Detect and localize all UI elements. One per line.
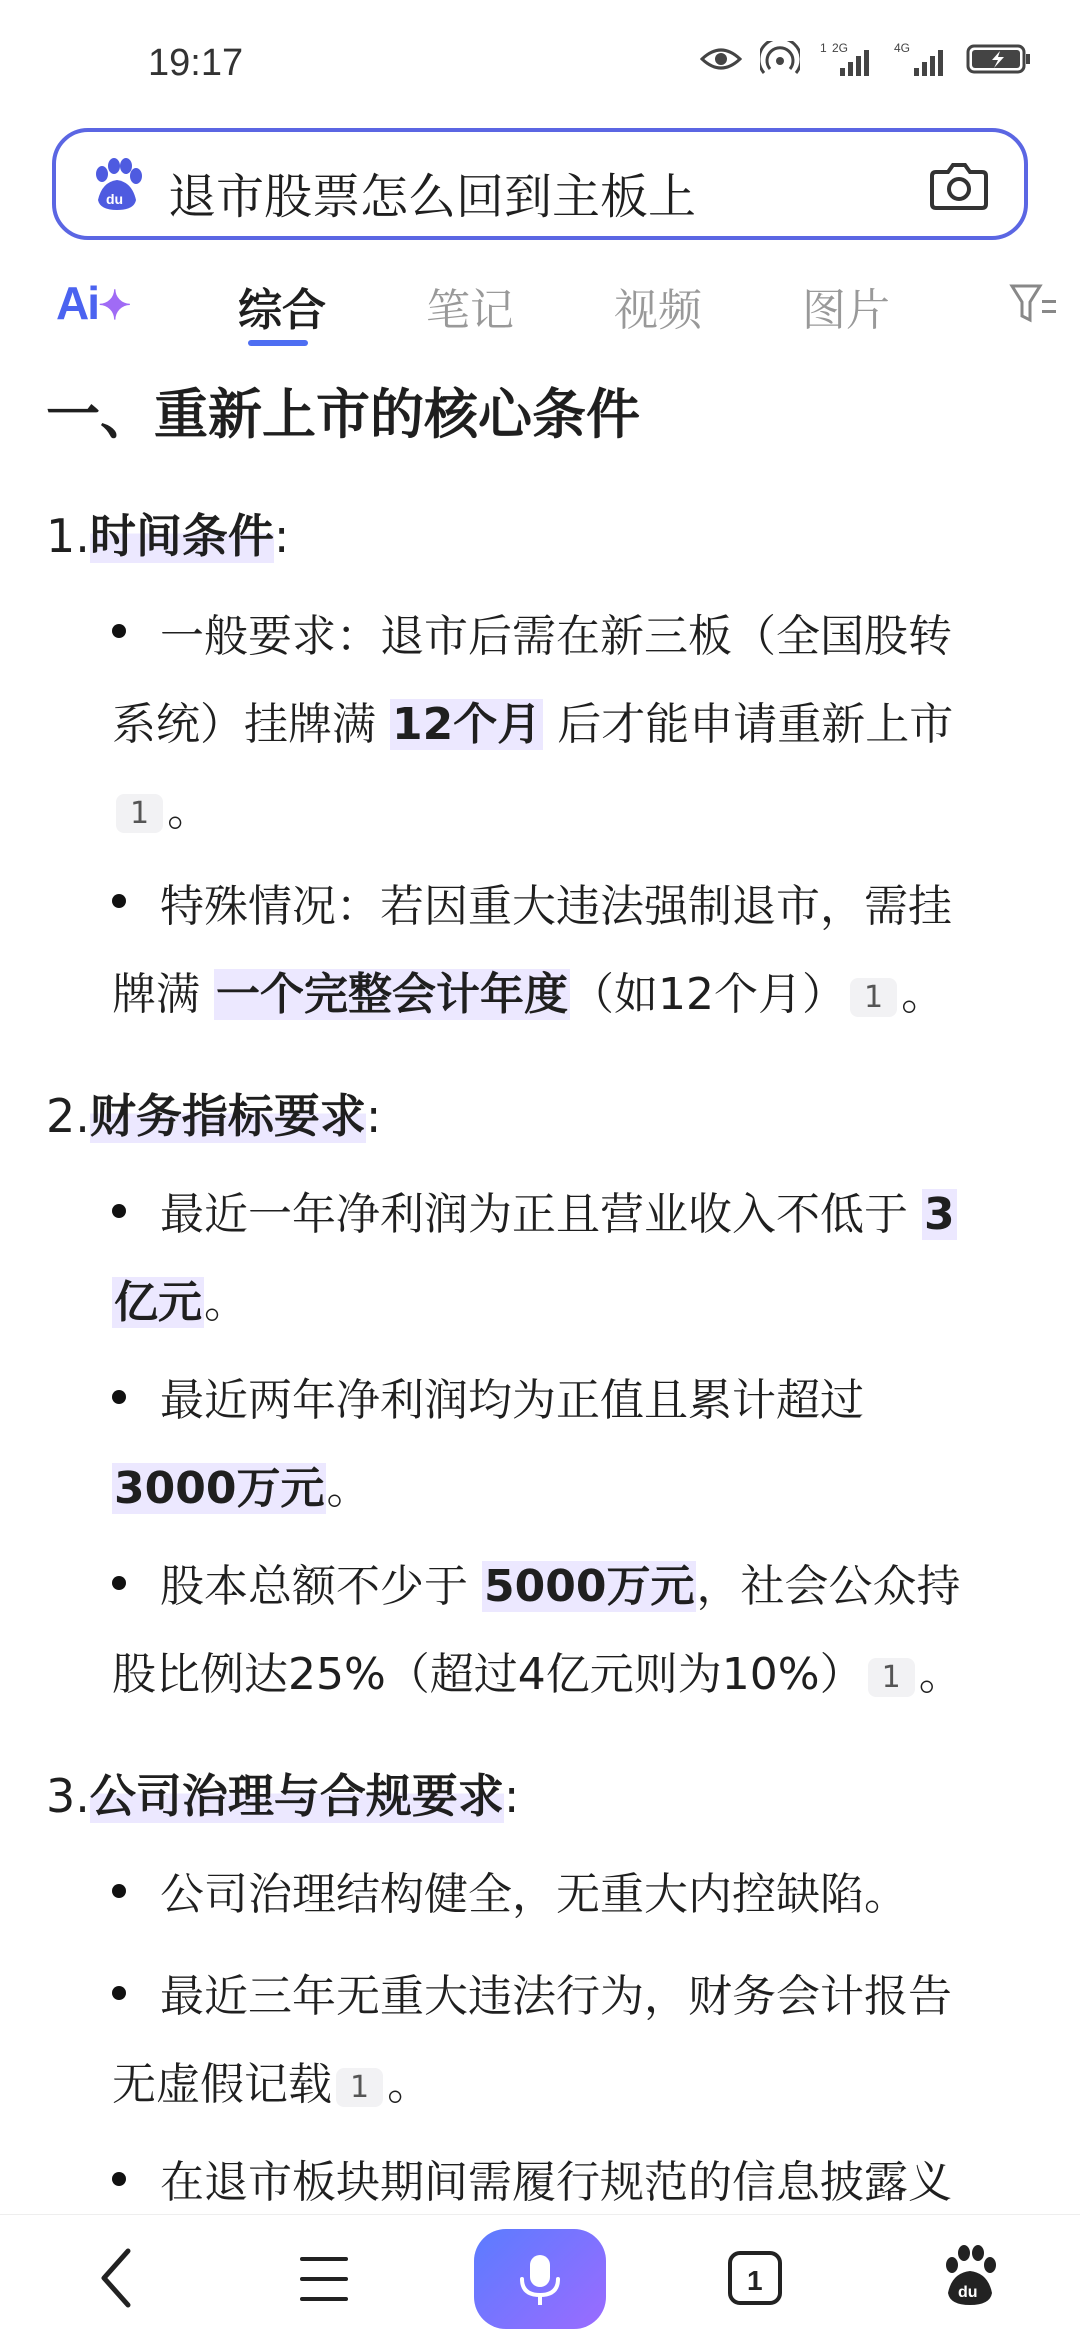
bullet-dot [112,624,126,638]
section-title: 1.时间条件: [46,509,290,563]
baidu-paw-icon [88,156,146,214]
hotspot-icon [760,41,800,77]
citation-badge[interactable]: 1 [850,978,897,1017]
bullet-dot [112,1576,126,1590]
tab-notes[interactable]: 笔记 [426,285,514,336]
status-time: 19:17 [148,42,244,84]
status-bar [0,0,1080,120]
citation-badge[interactable]: 1 [336,2068,383,2107]
section-title: 2.财务指标要求: [46,1089,382,1143]
tab-videos[interactable]: 视频 [614,285,702,336]
search-box[interactable] [52,128,1028,240]
bullet-text: 1 。 [112,774,211,838]
bullet-text: 股比例达25%（超过4亿元则为10%） 1 。 [112,1649,963,1700]
ai-logo[interactable]: Ai✦ [56,277,130,329]
svg-text:du: du [958,2284,978,2301]
citation-badge[interactable]: 1 [868,1658,915,1697]
back-icon[interactable] [92,2245,142,2311]
voice-search-button[interactable] [474,2229,606,2329]
battery-charging-icon [966,42,1032,76]
signal-4g-icon [892,40,948,78]
bullet-text: 公司治理结构健全，无重大内控缺陷。 [160,1869,908,1920]
eye-icon [700,44,742,74]
signal-2g-icon [818,40,874,78]
bullet-text: 牌满 一个完整会计年度（如12个月） 1 。 [112,969,946,1020]
tab-general[interactable]: 综合 [238,285,326,336]
bullet-text: 系统）挂牌满 12个月 后才能申请重新上市 [112,699,954,750]
svg-text:2G: 2G [832,41,849,55]
bullet-text: 3000万元。 [114,1463,371,1514]
bullet-text: 最近三年无重大违法行为，财务会计报告 [160,1971,952,2022]
citation-badge[interactable]: 1 [116,794,163,833]
bullet-dot [112,1204,126,1218]
svg-text:4G: 4G [894,41,911,55]
bullet-text: 一般要求：退市后需在新三板（全国股转 [160,611,952,662]
bullet-text: 特殊情况：若因重大违法强制退市，需挂 [160,881,952,932]
menu-icon[interactable] [296,2253,352,2305]
svg-text:du: du [106,191,124,207]
baidu-paw-icon[interactable] [940,2243,1000,2309]
filter-icon[interactable] [1008,278,1060,330]
bullet-text: 最近两年净利润均为正值且累计超过 [160,1375,864,1426]
tabs-count-icon[interactable] [726,2249,784,2307]
svg-text:1: 1 [820,41,827,55]
tab-bar [0,260,1080,350]
status-icons [700,40,1032,78]
bullet-text: 股本总额不少于 5000万元，社会公众持 [160,1561,961,1612]
section-title: 3.公司治理与合规要求: [46,1769,520,1823]
tab-active-indicator [248,340,308,346]
search-query[interactable]: 退市股票怎么回到主板上 [168,169,697,225]
voice-mic-icon [514,2251,566,2309]
svg-text:1: 1 [747,2265,763,2296]
bullet-dot [112,894,126,908]
bullet-text: 亿元。 [114,1277,248,1328]
section-heading: 一、重新上市的核心条件 [46,383,640,446]
bullet-dot [112,1884,126,1898]
bullet-text: 无虚假记载 1 。 [112,2059,432,2110]
bullet-dot [112,1986,126,2000]
bullet-dot [112,1390,126,1404]
bullet-text: 最近一年净利润为正且营业收入不低于 3 [160,1189,955,1240]
bullet-text: 在退市板块期间需履行规范的信息披露义 [160,2157,952,2208]
tab-images[interactable]: 图片 [802,285,890,336]
camera-icon[interactable] [928,154,990,216]
bullet-dot [112,2172,126,2186]
bottom-nav [0,2214,1080,2341]
